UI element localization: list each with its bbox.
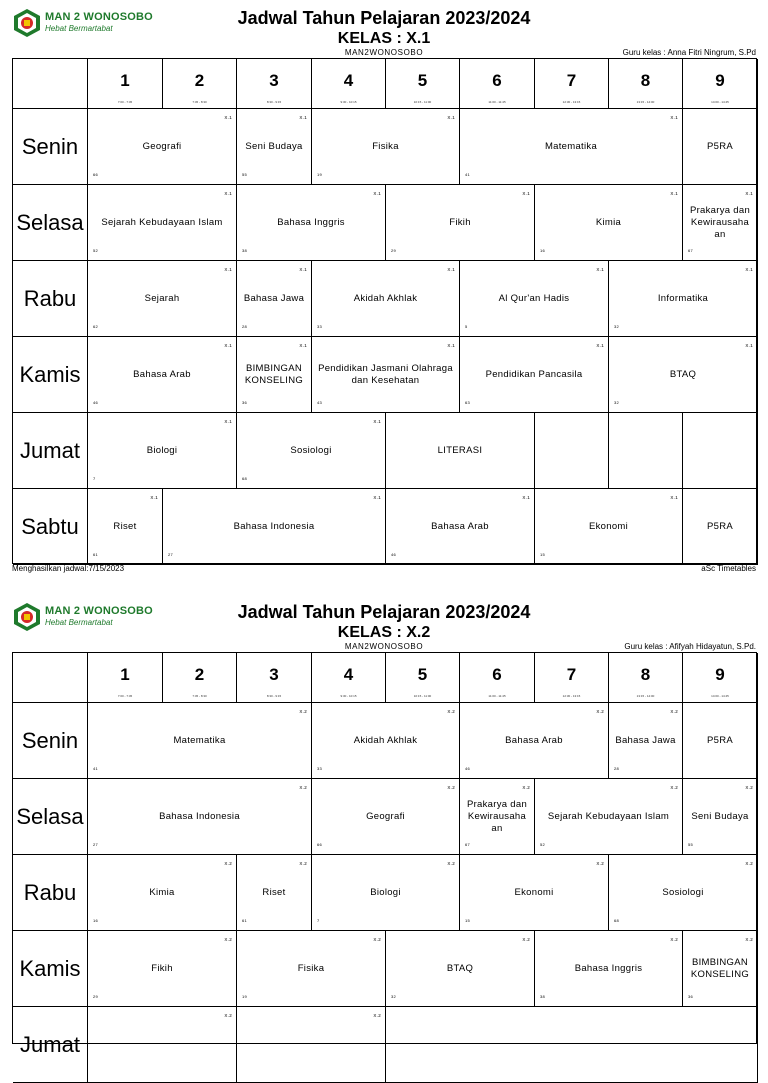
lesson-subject: Bahasa Indonesia: [233, 520, 315, 532]
period-header: [88, 59, 163, 109]
lesson-class: X.2: [447, 861, 455, 866]
lesson-subject: Fisika: [297, 962, 325, 974]
period-header: [460, 59, 535, 109]
lesson-room: 16: [540, 248, 546, 253]
lesson-room: 7: [317, 918, 320, 923]
lesson-subject: Kimia: [595, 216, 622, 228]
period-time: 7:00 - 7:45: [117, 694, 133, 698]
logo-name: MAN 2 WONOSOBO: [45, 11, 153, 23]
lesson-cell[interactable]: [88, 413, 237, 489]
lesson-room: 5: [465, 324, 468, 329]
lesson-subject: Geografi: [366, 810, 405, 822]
lesson-class: X.2: [373, 937, 381, 942]
lesson-class: X.1: [299, 267, 307, 272]
homeroom-teacher: Guru kelas : Afifyah Hidayatun, S.Pd.: [624, 642, 756, 651]
lesson-room: 67: [465, 842, 471, 847]
lesson-cell[interactable]: [609, 855, 758, 931]
lesson-subject: Fisika: [372, 140, 399, 152]
lesson-room: 66: [93, 172, 99, 177]
class-title: KELAS : X.1: [337, 30, 431, 47]
lesson-class: X.1: [522, 191, 530, 196]
period-time: 8:30 - 9:15: [266, 694, 282, 698]
lesson-room: 55: [688, 842, 694, 847]
lesson-room: 38: [540, 994, 546, 999]
lesson-cell[interactable]: [386, 489, 535, 565]
lesson-subject: Pendidikan Jasmani Olahraga dan Kesehatan: [318, 362, 453, 386]
day-label: Rabu: [13, 261, 88, 337]
lesson-class: X.2: [224, 937, 232, 942]
lesson-subject: Sejarah: [144, 292, 180, 304]
lesson-cell[interactable]: [609, 261, 758, 337]
lesson-subject: P5RA: [706, 520, 734, 532]
lesson-subject: BIMBINGAN KONSELING: [690, 956, 750, 980]
lesson-class: X.1: [745, 191, 753, 196]
lesson-class: X.1: [745, 343, 753, 348]
lesson-subject: Biologi: [146, 444, 178, 456]
lesson-subject: Sejarah Kebudayaan Islam: [547, 810, 670, 822]
lesson-subject: Riset: [262, 886, 286, 898]
lesson-cell[interactable]: [312, 261, 460, 337]
lesson-room: 61: [242, 918, 248, 923]
lesson-cell[interactable]: [609, 703, 683, 779]
lesson-room: 67: [688, 248, 694, 253]
lesson-class: X.1: [224, 343, 232, 348]
period-header: [460, 653, 535, 703]
lesson-room: 33: [317, 324, 323, 329]
period-number: 8: [640, 71, 651, 90]
lesson-subject: Fikih: [151, 962, 173, 974]
lesson-cell[interactable]: [683, 779, 758, 855]
lesson-cell[interactable]: [312, 109, 460, 185]
lesson-room: 66: [317, 842, 323, 847]
lesson-cell[interactable]: [88, 703, 312, 779]
lesson-subject: Al Qur'an Hadis: [498, 292, 570, 304]
school-code: MAN2WONOSOBO: [344, 48, 424, 57]
lesson-cell[interactable]: [88, 489, 163, 565]
lesson-subject: Prakarya dan Kewirausaha an: [689, 204, 751, 240]
lesson-subject: P5RA: [706, 140, 734, 152]
lesson-subject: Matematika: [544, 140, 598, 152]
lesson-cell[interactable]: [683, 109, 758, 185]
day-label: Senin: [13, 109, 88, 185]
period-number: 1: [120, 665, 130, 684]
period-time: 9:30 - 10:15: [340, 100, 357, 104]
lesson-cell[interactable]: [683, 489, 758, 565]
lesson-room: 63: [465, 400, 471, 405]
lesson-cell[interactable]: [460, 855, 609, 931]
lesson-cell[interactable]: [88, 337, 237, 413]
lesson-cell[interactable]: [460, 109, 683, 185]
footer-brand: aSc Timetables: [701, 564, 756, 573]
lesson-subject: Biologi: [370, 886, 401, 898]
lesson-class: X.2: [299, 785, 307, 790]
lesson-subject: Geografi: [142, 140, 182, 152]
lesson-subject: Fikih: [449, 216, 471, 228]
period-time: 12:30 - 13:15: [562, 694, 581, 698]
period-time: 7:45 - 8:30: [192, 100, 207, 104]
lesson-class: X.2: [745, 937, 753, 942]
day-label: Kamis: [13, 337, 88, 413]
day-label: Rabu: [13, 855, 88, 931]
lesson-room: 15: [540, 552, 546, 557]
lesson-cell[interactable]: [237, 1007, 386, 1083]
period-number: 8: [640, 665, 651, 684]
lesson-class: X.1: [224, 267, 232, 272]
period-header: [312, 59, 386, 109]
lesson-room: 41: [465, 172, 471, 177]
lesson-class: X.1: [596, 343, 604, 348]
lesson-class: X.2: [670, 709, 678, 714]
lesson-cell[interactable]: [386, 931, 535, 1007]
day-label: Jumat: [13, 413, 88, 489]
lesson-cell[interactable]: [609, 413, 683, 489]
period-time: 14:00 - 14:45: [711, 694, 729, 698]
lesson-class: X.1: [447, 267, 455, 272]
lesson-subject: Bahasa Jawa: [243, 292, 305, 304]
lesson-room: 38: [242, 248, 248, 253]
lesson-class: X.1: [224, 115, 232, 120]
lesson-subject: Akidah Akhlak: [353, 292, 418, 304]
day-label: Kamis: [13, 931, 88, 1007]
lesson-class: X.2: [596, 861, 604, 866]
class-title: KELAS : X.2: [337, 624, 431, 641]
lesson-room: 68: [614, 918, 620, 923]
period-time: 12:30 - 13:15: [562, 100, 581, 104]
period-number: 2: [194, 71, 205, 90]
period-time: 13:15 - 14:00: [636, 694, 655, 698]
header-corner: [13, 653, 88, 703]
lesson-class: X.2: [670, 785, 678, 790]
lesson-subject: LITERASI: [437, 444, 483, 456]
lesson-cell[interactable]: [237, 185, 386, 261]
period-number: 7: [566, 665, 577, 684]
lesson-subject: BIMBINGAN KONSELING: [244, 362, 304, 386]
lesson-room: 16: [93, 918, 99, 923]
period-header: [535, 59, 609, 109]
lesson-cell[interactable]: [609, 337, 758, 413]
lesson-cell[interactable]: [237, 337, 312, 413]
lesson-cell[interactable]: [237, 413, 386, 489]
period-header: [237, 653, 312, 703]
lesson-cell[interactable]: [460, 337, 609, 413]
period-header: [609, 653, 683, 703]
homeroom-teacher: Guru kelas : Anna Fitri Ningrum, S.Pd: [622, 48, 756, 57]
lesson-room: 7: [93, 476, 96, 481]
period-header: [163, 59, 237, 109]
lesson-subject: Sejarah Kebudayaan Islam: [101, 216, 223, 228]
lesson-class: X.2: [447, 709, 455, 714]
lesson-room: 29: [93, 994, 99, 999]
timetable-page: [0, 594, 768, 1057]
lesson-class: X.1: [522, 495, 530, 500]
lesson-subject: Bahasa Inggris: [574, 962, 643, 974]
period-number: 6: [492, 71, 502, 90]
period-number: 2: [194, 665, 205, 684]
lesson-room: 46: [391, 552, 397, 557]
lesson-room: 36: [688, 994, 694, 999]
lesson-cell[interactable]: [237, 931, 386, 1007]
lesson-cell[interactable]: [535, 779, 683, 855]
lesson-cell[interactable]: [460, 779, 535, 855]
lesson-room: 32: [614, 324, 620, 329]
period-number: 4: [343, 71, 354, 90]
lesson-subject: P5RA: [706, 734, 734, 746]
lesson-subject: Informatika: [657, 292, 709, 304]
lesson-room: 28: [242, 324, 248, 329]
lesson-subject: Ekonomi: [588, 520, 629, 532]
logo-motto: Hebat Bermartabat: [45, 24, 113, 33]
period-time: 11:00 - 11:45: [488, 100, 506, 104]
page-title: Jadwal Tahun Pelajaran 2023/2024: [237, 8, 531, 28]
lesson-cell[interactable]: [237, 109, 312, 185]
lesson-room: 52: [540, 842, 546, 847]
lesson-cell[interactable]: [683, 185, 758, 261]
lesson-subject: Bahasa Arab: [505, 734, 563, 746]
lesson-room: 29: [391, 248, 397, 253]
lesson-cell[interactable]: [535, 931, 683, 1007]
lesson-room: 27: [168, 552, 174, 557]
lesson-cell[interactable]: [88, 109, 237, 185]
lesson-class: X.1: [299, 343, 307, 348]
lesson-cell[interactable]: [535, 413, 609, 489]
timetable-grid: [12, 58, 757, 564]
lesson-cell[interactable]: [88, 1007, 237, 1083]
lesson-class: X.1: [224, 191, 232, 196]
period-number: 9: [715, 665, 725, 684]
lesson-cell[interactable]: [88, 931, 237, 1007]
lesson-subject: Akidah Akhlak: [353, 734, 418, 746]
day-label: Selasa: [13, 779, 88, 855]
lesson-cell[interactable]: [683, 413, 758, 489]
lesson-class: X.2: [224, 861, 232, 866]
lesson-class: X.1: [299, 115, 307, 120]
lesson-class: X.2: [299, 709, 307, 714]
lesson-class: X.2: [447, 785, 455, 790]
lesson-room: 61: [93, 552, 99, 557]
lesson-cell[interactable]: [88, 185, 237, 261]
lesson-room: 32: [391, 994, 397, 999]
lesson-subject: Bahasa Arab: [133, 368, 191, 380]
lesson-class: X.2: [745, 785, 753, 790]
period-time: 7:00 - 7:45: [117, 100, 133, 104]
period-number: 7: [566, 71, 577, 90]
lesson-cell[interactable]: [535, 185, 683, 261]
lesson-room: 36: [242, 400, 248, 405]
lesson-class: X.2: [522, 785, 530, 790]
lesson-subject: BTAQ: [446, 962, 474, 974]
lesson-room: 28: [614, 766, 620, 771]
period-number: 1: [120, 71, 130, 90]
lesson-class: X.1: [670, 495, 678, 500]
lesson-class: X.1: [373, 419, 381, 424]
day-label: Selasa: [13, 185, 88, 261]
lesson-subject: BTAQ: [669, 368, 697, 380]
lesson-subject: Ekonomi: [514, 886, 554, 898]
lesson-cell[interactable]: [386, 1007, 758, 1083]
lesson-cell[interactable]: [88, 779, 312, 855]
period-header: [535, 653, 609, 703]
lesson-room: 15: [465, 918, 471, 923]
period-time: 7:45 - 8:30: [192, 694, 207, 698]
period-header: [609, 59, 683, 109]
lesson-subject: Kimia: [149, 886, 175, 898]
lesson-class: X.1: [224, 419, 232, 424]
timetable-grid: [12, 652, 757, 1057]
period-header: [386, 653, 460, 703]
lesson-class: X.2: [373, 1013, 381, 1018]
lesson-room: 33: [317, 766, 323, 771]
lesson-subject: Bahasa Indonesia: [159, 810, 240, 822]
lesson-class: X.1: [150, 495, 158, 500]
period-header: [312, 653, 386, 703]
day-label: Jumat: [13, 1007, 88, 1083]
lesson-subject: Pendidikan Pancasila: [485, 368, 583, 380]
period-number: 9: [715, 71, 725, 90]
lesson-subject: Seni Budaya: [691, 810, 749, 822]
period-number: 5: [417, 71, 428, 90]
period-number: 3: [269, 665, 279, 684]
lesson-room: 52: [93, 248, 99, 253]
lesson-class: X.2: [670, 937, 678, 942]
lesson-subject: Bahasa Inggris: [277, 216, 345, 228]
lesson-class: X.2: [299, 861, 307, 866]
lesson-cell[interactable]: [683, 931, 758, 1007]
period-number: 3: [269, 71, 279, 90]
lesson-room: 19: [317, 172, 323, 177]
period-header: [237, 59, 312, 109]
lesson-subject: Prakarya dan Kewirausaha an: [466, 798, 528, 834]
lesson-class: X.1: [373, 191, 381, 196]
lesson-cell[interactable]: [386, 185, 535, 261]
lesson-subject: Matematika: [173, 734, 226, 746]
period-header: [683, 59, 758, 109]
lesson-class: X.1: [745, 267, 753, 272]
lesson-cell[interactable]: [163, 489, 386, 565]
school-code: MAN2WONOSOBO: [344, 642, 424, 651]
lesson-room: 68: [242, 476, 248, 481]
lesson-room: 62: [93, 324, 99, 329]
lesson-cell[interactable]: [312, 855, 460, 931]
lesson-class: X.1: [447, 343, 455, 348]
lesson-cell[interactable]: [312, 703, 460, 779]
lesson-cell[interactable]: [237, 855, 312, 931]
page-title: Jadwal Tahun Pelajaran 2023/2024: [237, 602, 531, 622]
lesson-room: 43: [317, 400, 323, 405]
lesson-room: 19: [242, 994, 248, 999]
lesson-class: X.2: [745, 861, 753, 866]
period-time: 9:30 - 10:15: [340, 694, 357, 698]
period-time: 13:15 - 14:00: [636, 100, 655, 104]
lesson-room: 55: [242, 172, 248, 177]
lesson-cell[interactable]: [312, 779, 460, 855]
header-corner: [13, 59, 88, 109]
lesson-room: 27: [93, 842, 99, 847]
lesson-subject: Sosiologi: [662, 886, 704, 898]
lesson-cell[interactable]: [535, 489, 683, 565]
period-time: 11:00 - 11:45: [488, 694, 506, 698]
period-number: 5: [417, 665, 428, 684]
lesson-class: X.2: [596, 709, 604, 714]
lesson-room: 46: [465, 766, 471, 771]
lesson-cell[interactable]: [460, 261, 609, 337]
lesson-cell[interactable]: [88, 855, 237, 931]
logo-motto: Hebat Bermartabat: [45, 618, 113, 627]
period-time: 10:15 - 11:00: [413, 694, 432, 698]
footer-generated: Menghasilkan jadwal:7/15/2023: [12, 564, 125, 573]
period-number: 6: [492, 665, 502, 684]
lesson-class: X.2: [224, 1013, 232, 1018]
lesson-cell[interactable]: [88, 261, 237, 337]
lesson-subject: Sosiologi: [290, 444, 332, 456]
period-header: [386, 59, 460, 109]
period-time: 8:30 - 9:15: [266, 100, 282, 104]
lesson-class: X.1: [670, 115, 678, 120]
lesson-room: 41: [93, 766, 99, 771]
lesson-cell[interactable]: [386, 413, 535, 489]
period-header: [88, 653, 163, 703]
lesson-class: X.1: [670, 191, 678, 196]
period-time: 10:15 - 11:00: [413, 100, 432, 104]
period-time: 14:00 - 14:45: [711, 100, 729, 104]
lesson-class: X.1: [447, 115, 455, 120]
period-header: [163, 653, 237, 703]
lesson-subject: Seni Budaya: [245, 140, 303, 152]
lesson-cell[interactable]: [460, 703, 609, 779]
lesson-class: X.2: [522, 937, 530, 942]
lesson-cell[interactable]: [237, 261, 312, 337]
logo-name: MAN 2 WONOSOBO: [45, 605, 153, 617]
period-number: 4: [343, 665, 354, 684]
lesson-class: X.1: [373, 495, 381, 500]
day-label: Senin: [13, 703, 88, 779]
lesson-cell[interactable]: [312, 337, 460, 413]
lesson-cell[interactable]: [683, 703, 758, 779]
lesson-class: X.1: [596, 267, 604, 272]
lesson-room: 32: [614, 400, 620, 405]
lesson-subject: Bahasa Arab: [431, 520, 489, 532]
day-label: Sabtu: [13, 489, 88, 565]
lesson-subject: Bahasa Jawa: [615, 734, 676, 746]
lesson-subject: Riset: [113, 520, 137, 532]
lesson-room: 46: [93, 400, 99, 405]
period-header: [683, 653, 758, 703]
